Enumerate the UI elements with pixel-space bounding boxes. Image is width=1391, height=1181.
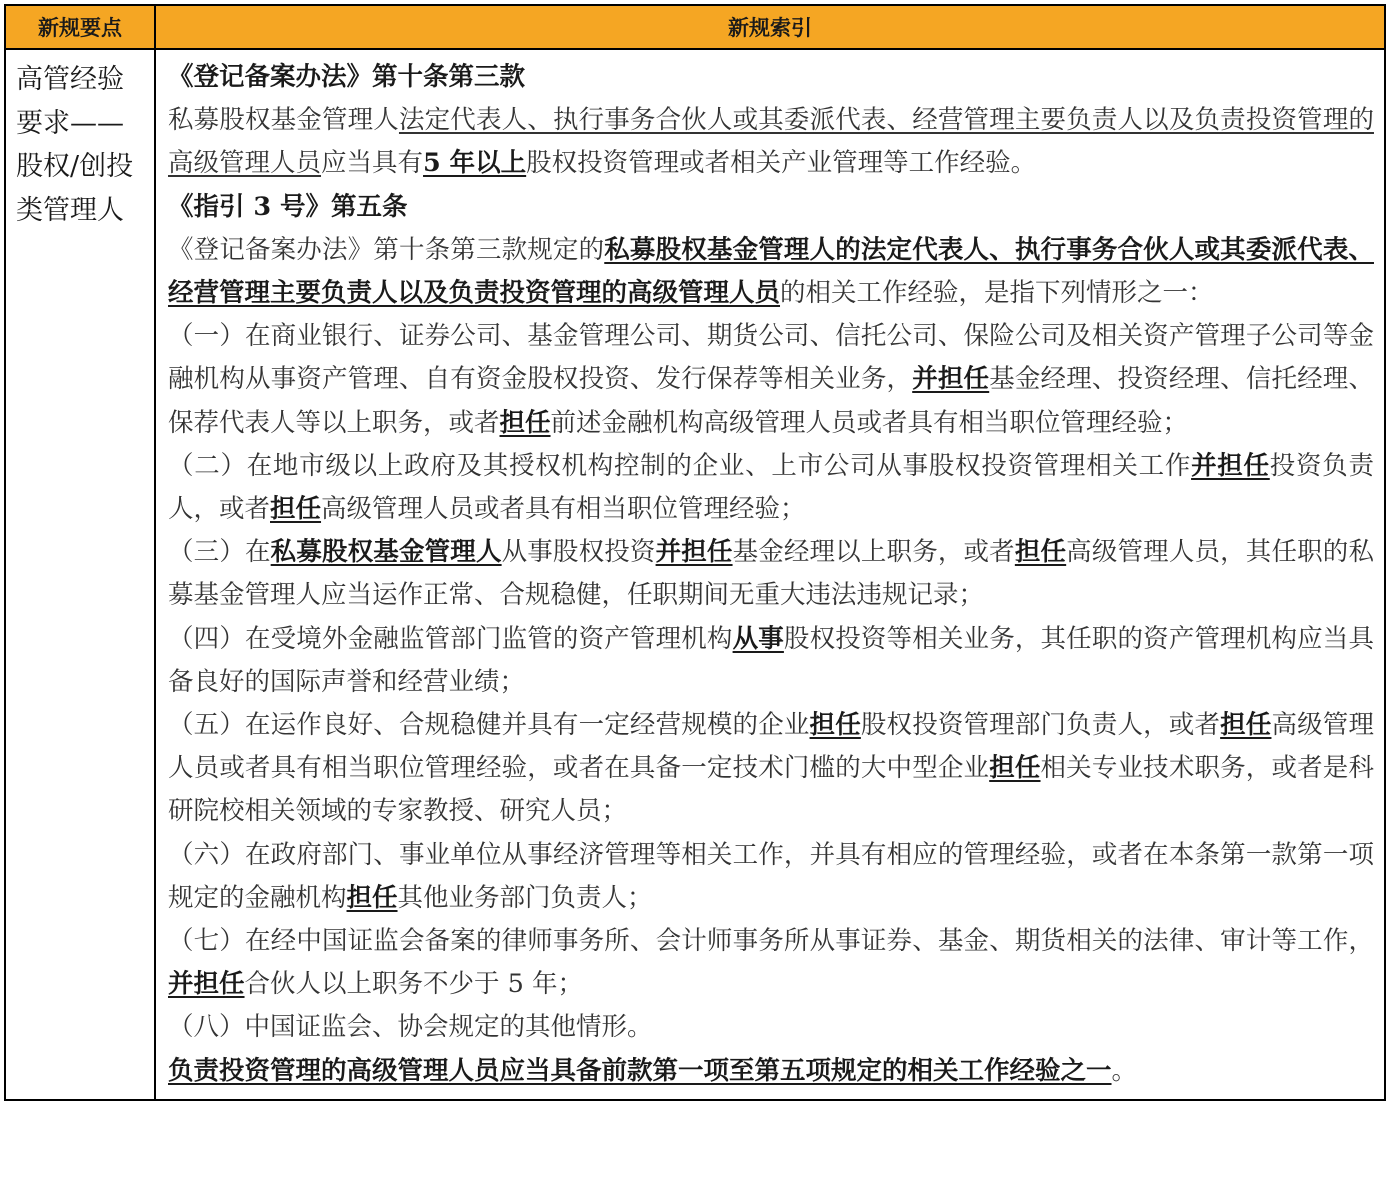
text-run: 股权投资管理部门负责人，或者: [860, 710, 1221, 741]
section-title-guideline-3: 《指引 3 号》第五条: [168, 191, 408, 222]
guideline-intro: [168, 229, 1374, 315]
text-run: （一）在商业银行、证券公司、基金管理公司、期货公司、信托公司、保险公司及相关资产管理子公司等金融机构从事资产管理、自有资金股权投资、发行保荐等相关业务，: [168, 321, 1374, 395]
list-item-8: （八）中国证监会、协会规定的其他情形。: [168, 1012, 653, 1043]
emphasized-text: 从事: [732, 623, 784, 654]
emphasized-text: 担任: [270, 494, 322, 525]
text-run: 其他业务部门负责人；: [397, 882, 653, 913]
topic-line: 要求——: [16, 107, 124, 139]
list-item-6: [168, 834, 1374, 920]
emphasized-text: 担任: [989, 753, 1041, 784]
topic-line: 股权/创投: [16, 151, 134, 182]
header-index: 新规索引: [155, 5, 1385, 49]
text-run: （六）在政府部门、事业单位从事经济管理等相关工作，并具有相应的管理经验，或者在本条第一款第一项规定的金融机构: [168, 839, 1374, 913]
text-run: 。: [1111, 1055, 1138, 1086]
emphasized-text: 并担任: [655, 537, 733, 568]
text-run: 基金经理以上职务，或者: [732, 537, 1015, 568]
list-item-2: [168, 445, 1374, 531]
content-row: [5, 49, 1385, 1100]
text-run: （四）在受境外金融监管部门监管的资产管理机构: [168, 623, 733, 654]
emphasized-text: 私募股权基金管理人的法定代表人、执行事务合伙人或其委派代表、经营管理主要负责人以及负责投资管理的高级管理人员: [168, 234, 1374, 309]
text-run: （七）在经中国证监会备案的律师事务所、会计师事务所从事证券、基金、期货相关的法律、审计等工作，: [168, 926, 1374, 957]
text-run: 前述金融机构高级管理人员或者具有相当职位管理经验；: [550, 407, 1189, 438]
text-run: 高级管理人员或者具有相当职位管理经验；: [321, 494, 806, 525]
emphasized-text: 负责投资管理的高级管理人员应当具备前款第一项至第五项规定的相关工作经验之一: [168, 1055, 1112, 1086]
text-run: 合伙人以上职务不少于 5 年；: [244, 969, 583, 1000]
registration-measures-paragraph: [168, 99, 1374, 185]
text-run: 《登记备案办法》第十条第三款规定的: [168, 234, 605, 265]
text-run: 股权投资管理或者相关产业管理等工作经验。: [526, 148, 1037, 179]
final-requirement: [168, 1050, 1374, 1093]
list-item-4: [168, 618, 1374, 704]
text-run: （二）在地市级以上政府及其授权机构控制的企业、上市公司从事股权投资管理相关工作: [168, 450, 1192, 481]
emphasized-text: 担任: [809, 710, 861, 741]
emphasized-text: 私募股权基金管理人: [270, 537, 502, 568]
emphasized-text: 并担任: [912, 364, 990, 395]
text-run: 高级管理人员，其任职的私募基金管理人应当运作正常、合规稳健，任职期间无重大违法违规记录；: [168, 537, 1374, 611]
regulation-table: [4, 4, 1386, 1101]
emphasized-text: 担任: [346, 882, 398, 913]
text-run: 高级管理人员或者具有相当职位管理经验，或者在具备一定技术门槛的大中型企业: [168, 710, 1374, 784]
emphasized-text: 担任: [499, 407, 551, 438]
text-run: 股权投资等相关业务，其任职的资产管理机构应当具备良好的国际声誉和经营业绩；: [168, 623, 1374, 697]
text-run: 投资负责人，或者: [168, 450, 1374, 525]
text-run: 私募股权基金管理人: [168, 105, 399, 136]
text-run: 相关专业技术职务，或者是科研院校相关领域的专家教授、研究人员；: [168, 753, 1374, 827]
text-run: （三）在: [168, 537, 271, 568]
topic-line: 类管理人: [16, 194, 124, 226]
header-key-points: 新规要点: [5, 5, 155, 49]
text-run: （五）在运作良好、合规稳健并具有一定经营规模的企业: [168, 710, 810, 741]
list-item-7: [168, 920, 1374, 1006]
header-row: [5, 5, 1385, 49]
list-item-5: [168, 704, 1374, 834]
text-run: 基金经理、投资经理、信托经理、保荐代表人等以上职务，或者: [168, 364, 1374, 438]
text-run: 从事股权投资: [501, 537, 656, 568]
emphasized-text: 担任: [1220, 710, 1272, 741]
list-item-3: [168, 531, 1374, 617]
emphasized-text: 并担任: [1191, 450, 1270, 481]
text-run: 应当具有: [321, 148, 424, 179]
text-run: 的相关工作经验，是指下列情形之一：: [780, 278, 1214, 309]
list-item-1: [168, 315, 1374, 445]
emphasized-duration: 5 年以上: [423, 148, 527, 179]
emphasized-text: 并担任: [168, 969, 245, 1000]
topic-cell: [5, 49, 155, 1100]
underlined-text: 法定代表人、执行事务合伙人或其委派代表、经营管理主要负责人以及负责投资管理的高级管理人员: [168, 105, 1374, 179]
section-title-registration-measures: 《登记备案办法》第十条第三款: [168, 62, 526, 92]
topic-line: 高管经验: [16, 64, 124, 95]
emphasized-text: 担任: [1014, 537, 1067, 568]
index-cell: [155, 49, 1385, 1100]
